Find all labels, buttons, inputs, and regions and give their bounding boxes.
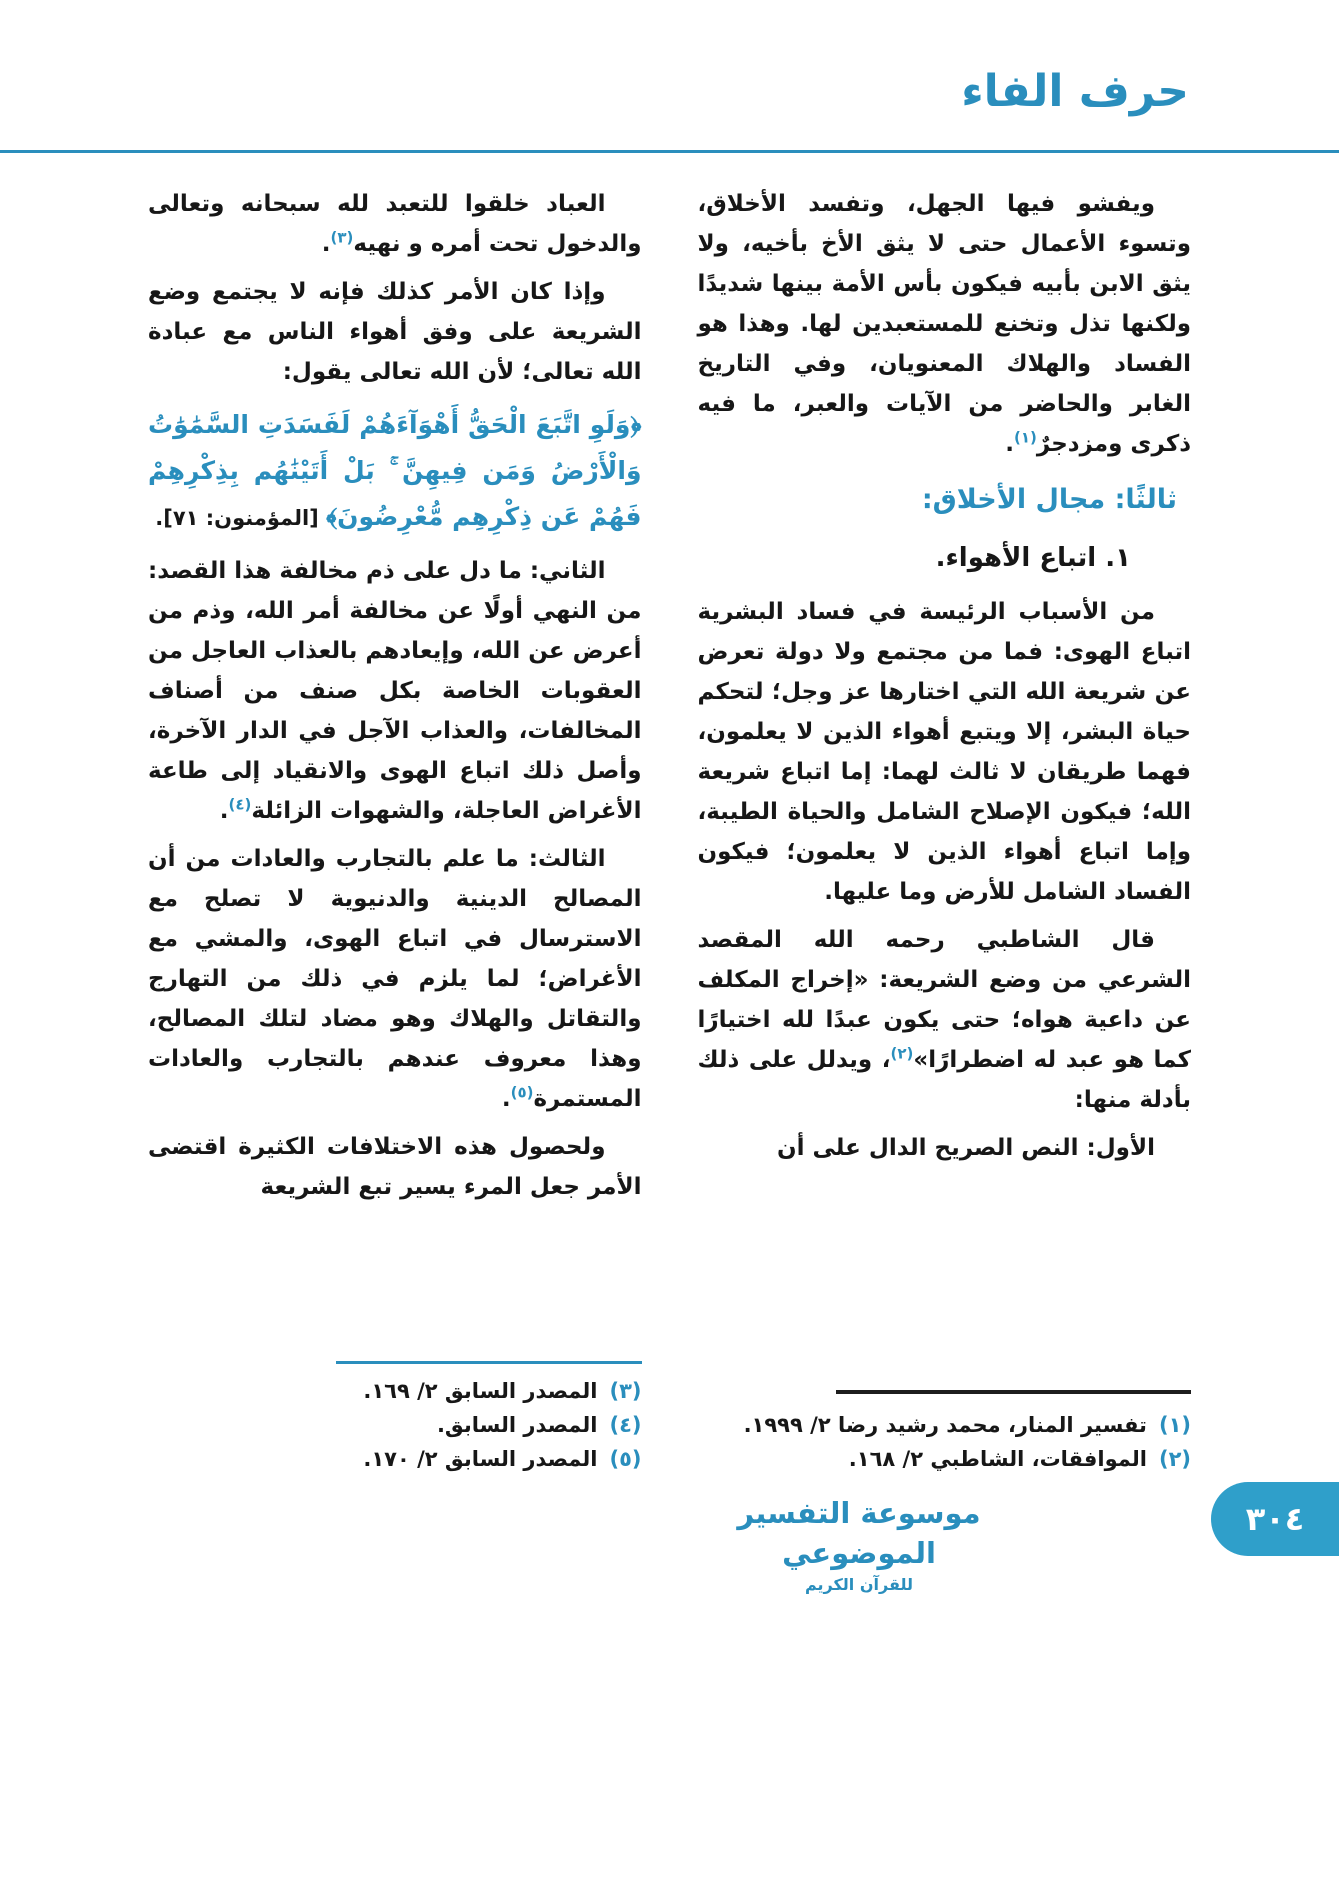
footnote-text: تفسير المنار، محمد رشيد رضا ٢/ ١٩٩٩. xyxy=(743,1413,1147,1437)
quran-verse xyxy=(148,402,642,541)
footnote-text: المصدر السابق ٢/ ١٦٩. xyxy=(363,1379,598,1403)
footnote-item xyxy=(148,1408,642,1442)
paragraph-text: الثالث: ما علم بالتجارب والعادات من أن المصالح الدينية والدنيوية لا تصلح مع الاسترسال في اتباع الهوى، والمشي مع الأغراض؛ لما يلزم في ذلك من التهارج والتقاتل والهلاك وهو مضاد لتلك المصالح، وهذا معروف عندهم بالتجارب والعادات المستمرة xyxy=(148,846,642,1112)
text-columns xyxy=(148,184,1191,1476)
footnotes-separator xyxy=(336,1361,642,1364)
paragraph-text: . xyxy=(219,798,229,824)
footnote-marker: (٤) xyxy=(228,795,252,814)
footnote-item xyxy=(148,1374,642,1408)
footnote-number: (٣) xyxy=(609,1379,642,1403)
page-number-badge xyxy=(1211,1482,1339,1556)
paragraph-text: . xyxy=(321,231,331,257)
header-divider xyxy=(0,150,1339,153)
footnote-item xyxy=(698,1442,1192,1476)
footnote-text: الموافقات، الشاطبي ٢/ ١٦٨. xyxy=(848,1447,1147,1471)
paragraph xyxy=(148,184,642,264)
footnote-marker: (١) xyxy=(1014,428,1037,447)
column-left xyxy=(148,184,642,1476)
footnote-marker: (٣) xyxy=(330,228,354,247)
subsection-heading: ١. اتباع الأهواء. xyxy=(935,543,1131,573)
paragraph: من الأسباب الرئيسة في فساد البشرية اتباع الهوى: فما من مجتمع ولا دولة تعرض عن شريعة الله التي اختارها عز وجل؛ لتحكم حياة البشر، إلا ويتبع أهواء الذين لا يعلمون، فهما طريقان لا ثالث لهما: إما اتباع شريعة الله؛ فيكون الإصلاح الشامل والحياة الطيبة، وإما اتباع أهواء الذين لا يعلمون؛ فيكون الفساد الشامل للأرض وما عليها. xyxy=(697,599,1191,905)
paragraph xyxy=(148,839,642,1119)
paragraph-text: ويفشو فيها الجهل، وتفسد الأخلاق، وتسوء الأعمال حتى لا يثق الأخ بأخيه، ولا يثق الابن بأبيه فيكون بأس الأمة بينها شديدًا ولكنها تذل وتخنع للمستعبدين لها. وهذا هو الفساد والهلاك المعنويان، وفي التاريخ الغابر والحاضر من الآيات والعبر، ما فيه ذكرى ومزدجرٌ xyxy=(697,191,1191,457)
paragraph: وإذا كان الأمر كذلك فإنه لا يجتمع وضع الشريعة على وفق أهواء الناس مع عبادة الله تعالى؛ لأن الله تعالى يقول: xyxy=(148,279,642,385)
footnotes-left xyxy=(148,1361,642,1476)
publisher-logo-subtitle: للقرآن الكريم xyxy=(804,1575,914,1594)
footnote-number: (٥) xyxy=(609,1447,642,1471)
footnote-marker: (٢) xyxy=(890,1044,914,1063)
paragraph-text: قال الشاطبي رحمه الله المقصد الشرعي من وضع الشريعة: «إخراج المكلف عن داعية هواه؛ حتى يكون عبدًا لله اختيارًا كما هو عبد له اضطرارًا» xyxy=(697,927,1191,1073)
footnotes-right xyxy=(698,1390,1192,1476)
footnote-item xyxy=(148,1442,642,1476)
paragraph: ولحصول هذه الاختلافات الكثيرة اقتضى الأمر جعل المرء يسير تبع الشريعة xyxy=(148,1134,642,1200)
paragraph-text: ، ويدلل على ذلك بأدلة منها: xyxy=(697,1047,1191,1113)
verse-reference: [المؤمنون: ٧١]. xyxy=(155,506,327,530)
paragraph xyxy=(148,551,642,831)
publisher-logo xyxy=(709,1493,1009,1594)
paragraph xyxy=(698,184,1192,464)
paragraph-text: . xyxy=(501,1086,511,1112)
paragraph-text: العباد خلقوا للتعبد لله سبحانه وتعالى والدخول تحت أمره و نهيه xyxy=(148,191,642,257)
footnote-number: (٢) xyxy=(1158,1447,1191,1471)
footnote-item xyxy=(698,1408,1192,1442)
paragraph-text: . xyxy=(1005,431,1015,457)
paragraph xyxy=(698,920,1192,1120)
publisher-logo-title: موسوعة التفسير الموضوعي xyxy=(737,1496,981,1570)
section-heading: ثالثًا: مجال الأخلاق: xyxy=(921,484,1177,515)
footnote-number: (٤) xyxy=(609,1413,642,1437)
footnote-text: المصدر السابق ٢/ ١٧٠. xyxy=(363,1447,598,1471)
verse-text: ﴿وَلَوِ اتَّبَعَ الْحَقُّ أَهْوَآءَهُمْ لَفَسَدَتِ السَّمَٰوَٰتُ وَالْأَرْضُ وَمَن فِيهِنَّ ۚ بَلْ أَتَيْنَٰهُم بِذِكْرِهِمْ فَهُمْ عَن ذِكْرِهِم مُّعْرِضُونَ﴾ xyxy=(148,410,642,531)
page-number: ٣٠٤ xyxy=(1245,1500,1305,1538)
footnotes-separator xyxy=(836,1390,1191,1394)
footnote-marker: (٥) xyxy=(510,1083,534,1102)
column-right xyxy=(698,184,1192,1476)
chapter-title: حرف الفاء xyxy=(961,66,1189,117)
footnote-text: المصدر السابق. xyxy=(436,1413,598,1437)
paragraph-text: الثاني: ما دل على ذم مخالفة هذا القصد: من النهي أولًا عن مخالفة أمر الله، وذم من أعرض عن الله، وإيعادهم بالعذاب العاجل من العقوبات الخاصة بكل صنف من أصناف المخالفات، والعذاب الآجل في الدار الآخرة، وأصل ذلك اتباع الهوى والانقياد إلى طاعة الأغراض العاجلة، والشهوات الزائلة xyxy=(148,558,642,824)
paragraph: الأول: النص الصريح الدال على أن xyxy=(776,1135,1155,1161)
footnote-number: (١) xyxy=(1158,1413,1191,1437)
